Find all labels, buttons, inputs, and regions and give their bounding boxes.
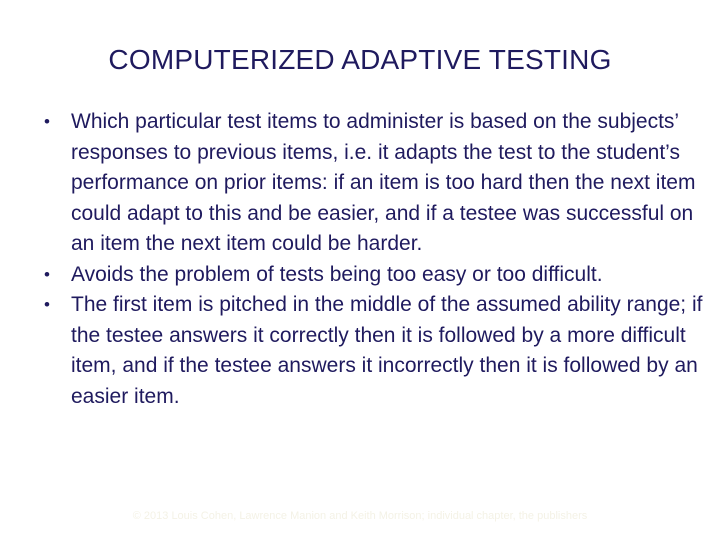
slide-title: COMPUTERIZED ADAPTIVE TESTING bbox=[108, 44, 612, 75]
bullet-item bbox=[44, 260, 704, 291]
bullet-text: Avoids the problem of tests being too easy or too difficult. bbox=[71, 262, 603, 286]
bullet-item bbox=[44, 107, 704, 260]
bullet-dot-icon: • bbox=[44, 295, 50, 314]
bullet-text: The first item is pitched in the middle of the assumed ability range; if the testee answers it correctly then it is followed by a more difficult item, and if the testee answers it incorrectly then it is followed by an easier item. bbox=[71, 293, 703, 408]
bullet-text: Which particular test items to administer is based on the subjects’ responses to previous items, i.e. it adapts the test to the student’s performance on prior items: if an item is too hard then the next item could adapt to this and be easier, and if a testee was successful on an item the next item could be harder. bbox=[71, 110, 696, 255]
bullet-list bbox=[44, 107, 704, 412]
bullet-item bbox=[44, 290, 704, 412]
copyright-footer: © 2013 Louis Cohen, Lawrence Manion and Keith Morrison; individual chapter, the publishers bbox=[132, 510, 588, 522]
bullet-dot-icon: • bbox=[44, 112, 50, 131]
bullet-dot-icon: • bbox=[44, 264, 50, 284]
